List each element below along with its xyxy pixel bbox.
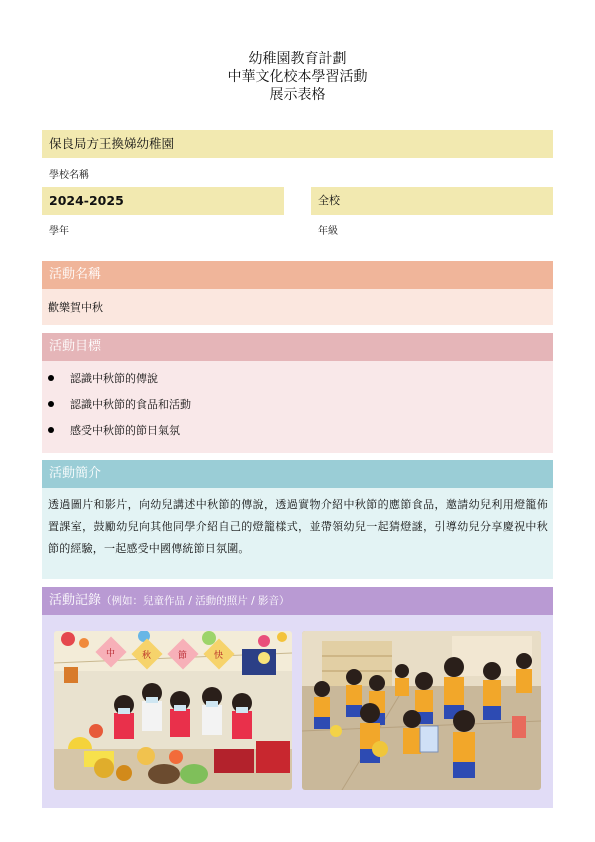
activity-name-value: 歡樂賀中秋 xyxy=(48,301,103,314)
objective-item: 感受中秋節的節日氣氛 xyxy=(48,424,180,438)
doc-title-line3: 展示表格 xyxy=(269,87,326,103)
records-heading-text: 活動記錄 xyxy=(49,593,102,608)
objective-item: 認識中秋節的食品和活動 xyxy=(48,398,191,412)
activity-photo-lantern-walk xyxy=(302,631,541,790)
bullet-icon xyxy=(48,427,54,433)
intro-heading: 活動簡介 xyxy=(42,460,553,488)
intro-text: 透過圖片和影片，向幼兒講述中秋節的傳說，透過實物介紹中秋節的應節食品，邀請幼兒利用燈籠佈置課室，鼓勵幼兒向其他同學介紹自己的燈籠樣式，並帶領幼兒一起猜燈謎，引導幼兒分享慶祝中秋節的經驗，一起感受中國傳統節日氛圍。 xyxy=(48,498,548,555)
records-heading xyxy=(42,587,553,615)
school-name-value: 保良局方王換娣幼稚園 xyxy=(42,130,553,158)
activity-name-heading: 活動名稱 xyxy=(42,261,553,289)
objective-item: 認識中秋節的傳說 xyxy=(48,372,158,386)
banner-char: 秋 xyxy=(142,651,152,661)
grade-value: 全校 xyxy=(311,187,553,215)
objectives-heading: 活動目標 xyxy=(42,333,553,361)
doc-title-line2: 中華文化校本學習活動 xyxy=(227,69,368,85)
records-note: （例如：兒童作品 / 活動的照片 / 影音） xyxy=(101,595,290,607)
school-year-value: 2024-2025 xyxy=(42,187,284,215)
school-name-label: 學校名稱 xyxy=(49,170,89,181)
banner-char: 節 xyxy=(178,651,188,661)
bullet-icon xyxy=(48,375,54,381)
bullet-icon xyxy=(48,401,54,407)
school-year-label: 學年 xyxy=(49,226,69,237)
banner-char: 中 xyxy=(106,649,116,659)
activity-name-body xyxy=(42,289,553,325)
grade-label: 年級 xyxy=(318,226,338,237)
activity-photo-classroom xyxy=(54,631,292,790)
banner-char: 快 xyxy=(214,651,224,661)
doc-title-line1: 幼稚園教育計劃 xyxy=(248,51,347,67)
